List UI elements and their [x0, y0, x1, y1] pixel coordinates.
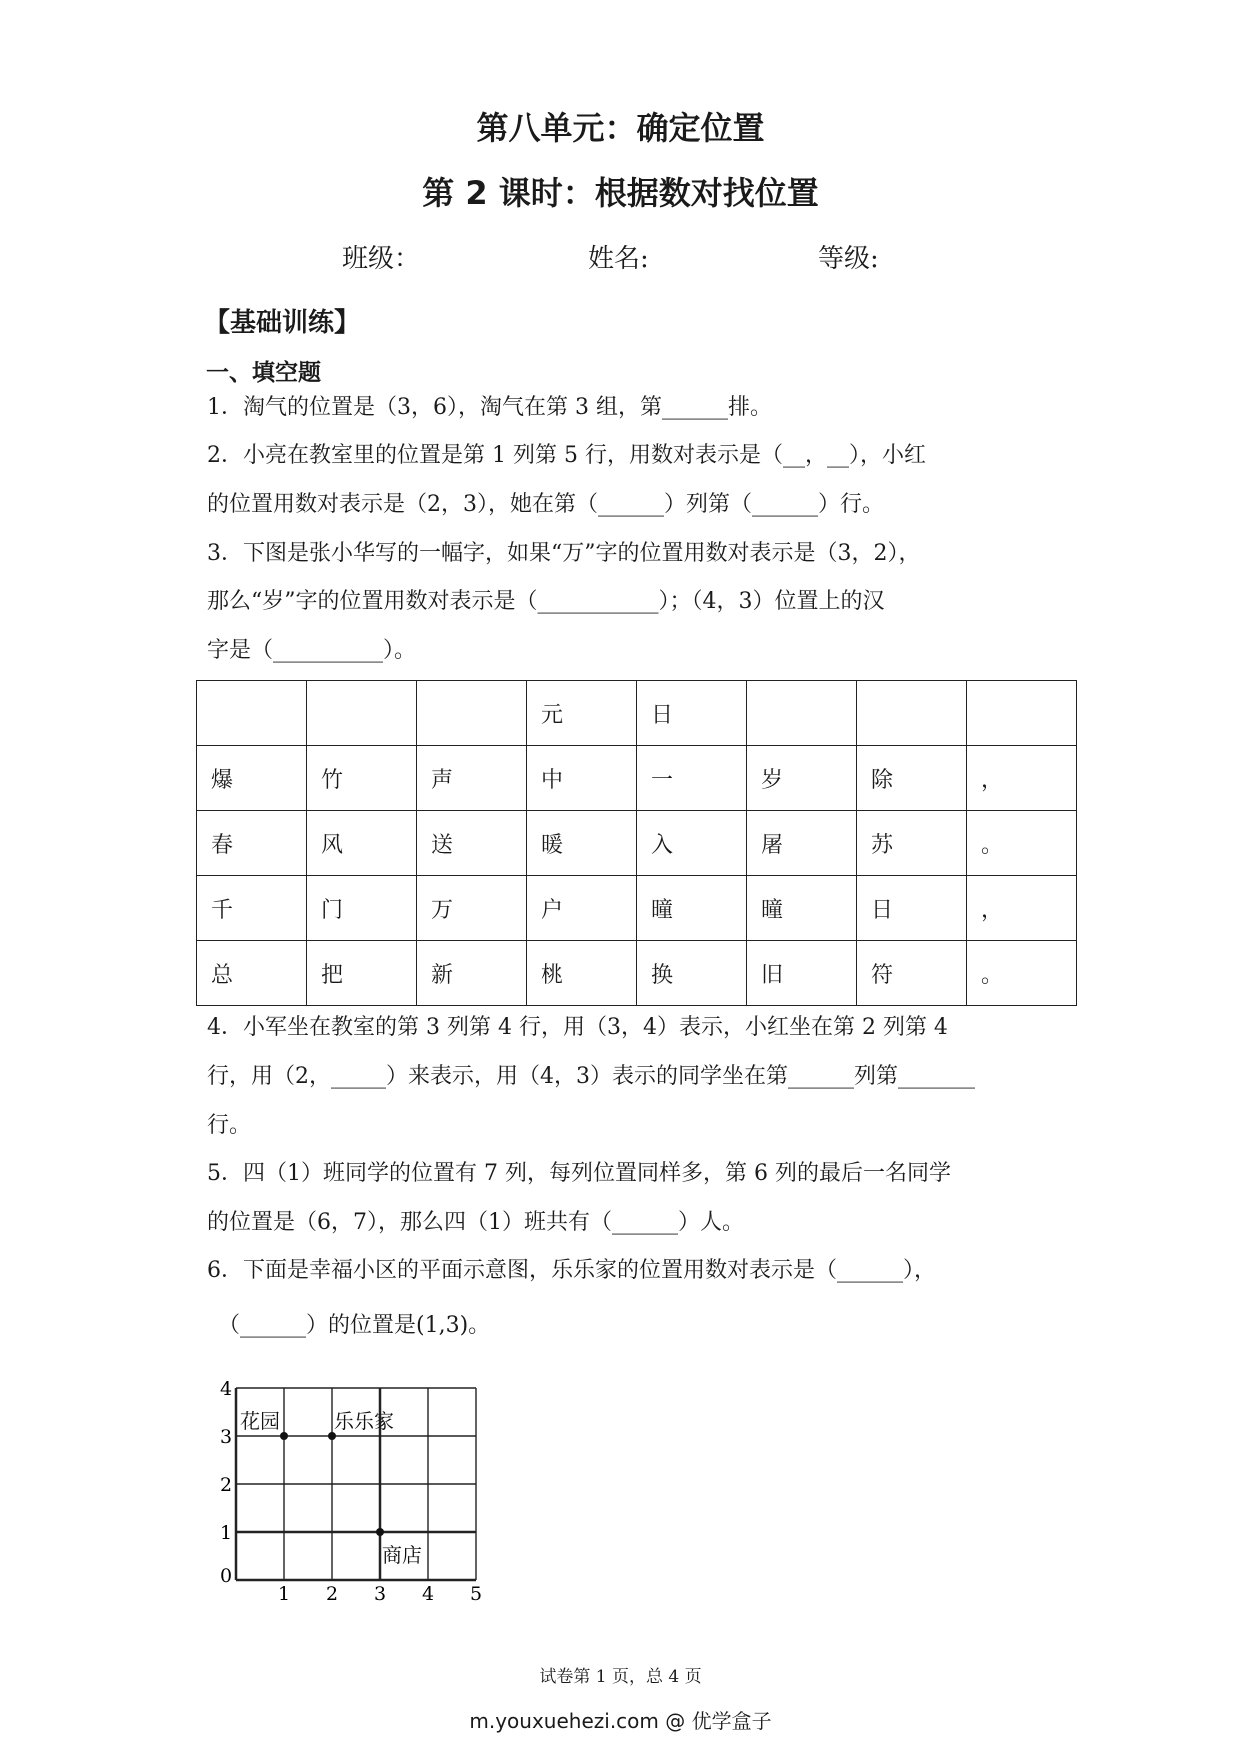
question-2-line-1: 2．小亮在教室里的位置是第 1 列第 5 行，用数对表示是（__，__），小红 [207, 443, 926, 468]
table-cell: 屠 [747, 811, 857, 876]
question-4-line-3: 行。 [207, 1113, 252, 1138]
table-cell: ， [967, 746, 1077, 811]
page-footer: 试卷第 1 页，总 4 页 [539, 1667, 702, 1687]
table-cell: 总 [197, 941, 307, 1006]
question-5-line-2: 的位置是（6，7），那么四（1）班共有（______）人。 [207, 1210, 744, 1235]
table-cell: 中 [527, 746, 637, 811]
table-cell: 换 [637, 941, 747, 1006]
question-3-line-2: 那么“岁”字的位置用数对表示是（___________）；（4，3）位置上的汉 [207, 589, 885, 614]
table-cell [307, 681, 417, 746]
table-cell: 岁 [747, 746, 857, 811]
x-tick-label: 4 [421, 1583, 435, 1605]
table-row [197, 811, 1077, 876]
table-cell: 万 [417, 876, 527, 941]
section-heading: 【基础训练】 [204, 308, 361, 338]
y-tick-label: 2 [219, 1474, 233, 1496]
x-tick-label: 3 [373, 1583, 387, 1605]
table-cell: 春 [197, 811, 307, 876]
y-tick-label: 3 [219, 1426, 233, 1448]
table-cell: 风 [307, 811, 417, 876]
question-4-line-2: 行，用（2，_____）来表示，用（4，3）表示的同学坐在第______列第_______ [207, 1064, 975, 1089]
table-cell: 日 [637, 681, 747, 746]
table-cell: 竹 [307, 746, 417, 811]
table-cell: 户 [527, 876, 637, 941]
map-point-label: 商店 [382, 1543, 422, 1567]
question-6-line-2: （______）的位置是(1,3)。 [218, 1313, 491, 1338]
map-point-label: 花园 [240, 1409, 280, 1433]
table-cell: 旧 [747, 941, 857, 1006]
question-3-line-3: 字是（__________）。 [207, 638, 417, 663]
table-cell: 苏 [857, 811, 967, 876]
part-heading: 一、填空题 [206, 360, 321, 386]
page-title: 第八单元：确定位置 [476, 109, 765, 147]
grade-label: 等级: [818, 244, 879, 274]
x-tick-label: 5 [469, 1583, 483, 1605]
table-cell: 入 [637, 811, 747, 876]
table-cell: 把 [307, 941, 417, 1006]
table-cell: ， [967, 876, 1077, 941]
table-cell [747, 681, 857, 746]
table-cell: 暖 [527, 811, 637, 876]
map-point [328, 1432, 336, 1440]
question-5-line-1: 5．四（1）班同学的位置有 7 列，每列位置同样多，第 6 列的最后一名同学 [207, 1161, 951, 1186]
y-tick-label: 1 [219, 1522, 233, 1544]
table-cell [857, 681, 967, 746]
table-cell: 。 [967, 941, 1077, 1006]
map-point-label: 乐乐家 [334, 1409, 394, 1433]
table-cell: 符 [857, 941, 967, 1006]
y-tick-label: 4 [219, 1378, 233, 1400]
character-table [196, 680, 1077, 1006]
name-label: 姓名: [588, 244, 649, 274]
table-row [197, 876, 1077, 941]
table-cell: 桃 [527, 941, 637, 1006]
map-point [280, 1432, 288, 1440]
question-6-line-1: 6．下面是幸福小区的平面示意图，乐乐家的位置用数对表示是（______）， [207, 1258, 936, 1283]
community-map [200, 1370, 520, 1620]
table-cell: 门 [307, 876, 417, 941]
table-cell: 爆 [197, 746, 307, 811]
table-row [197, 681, 1077, 746]
x-tick-label: 2 [325, 1583, 339, 1605]
table-cell: 元 [527, 681, 637, 746]
table-row [197, 746, 1077, 811]
table-row [197, 941, 1077, 1006]
table-cell [197, 681, 307, 746]
table-cell: 曈 [637, 876, 747, 941]
table-cell: 声 [417, 746, 527, 811]
x-tick-label: 1 [277, 1583, 291, 1605]
watermark: m.youxuehezi.com @ 优学盒子 [469, 1709, 772, 1733]
question-3-line-1: 3．下图是张小华写的一幅字，如果“万”字的位置用数对表示是（3，2）， [207, 541, 921, 566]
table-cell: 千 [197, 876, 307, 941]
table-cell: 日 [857, 876, 967, 941]
question-1: 1．淘气的位置是（3，6），淘气在第 3 组，第______排。 [207, 395, 772, 420]
table-cell: 送 [417, 811, 527, 876]
table-cell [967, 681, 1077, 746]
question-4-line-1: 4．小军坐在教室的第 3 列第 4 行，用（3，4）表示，小红坐在第 2 列第 4 [207, 1015, 948, 1040]
table-cell: 新 [417, 941, 527, 1006]
class-label: 班级： [342, 244, 421, 274]
table-cell: 一 [637, 746, 747, 811]
page-subtitle: 第 2 课时：根据数对找位置 [422, 174, 819, 212]
map-point [376, 1528, 384, 1536]
x-tick-label: 0 [219, 1565, 233, 1587]
table-cell: 。 [967, 811, 1077, 876]
question-2-line-2: 的位置用数对表示是（2，3），她在第（______）列第（______）行。 [207, 492, 884, 517]
table-cell: 曈 [747, 876, 857, 941]
table-cell: 除 [857, 746, 967, 811]
table-cell [417, 681, 527, 746]
